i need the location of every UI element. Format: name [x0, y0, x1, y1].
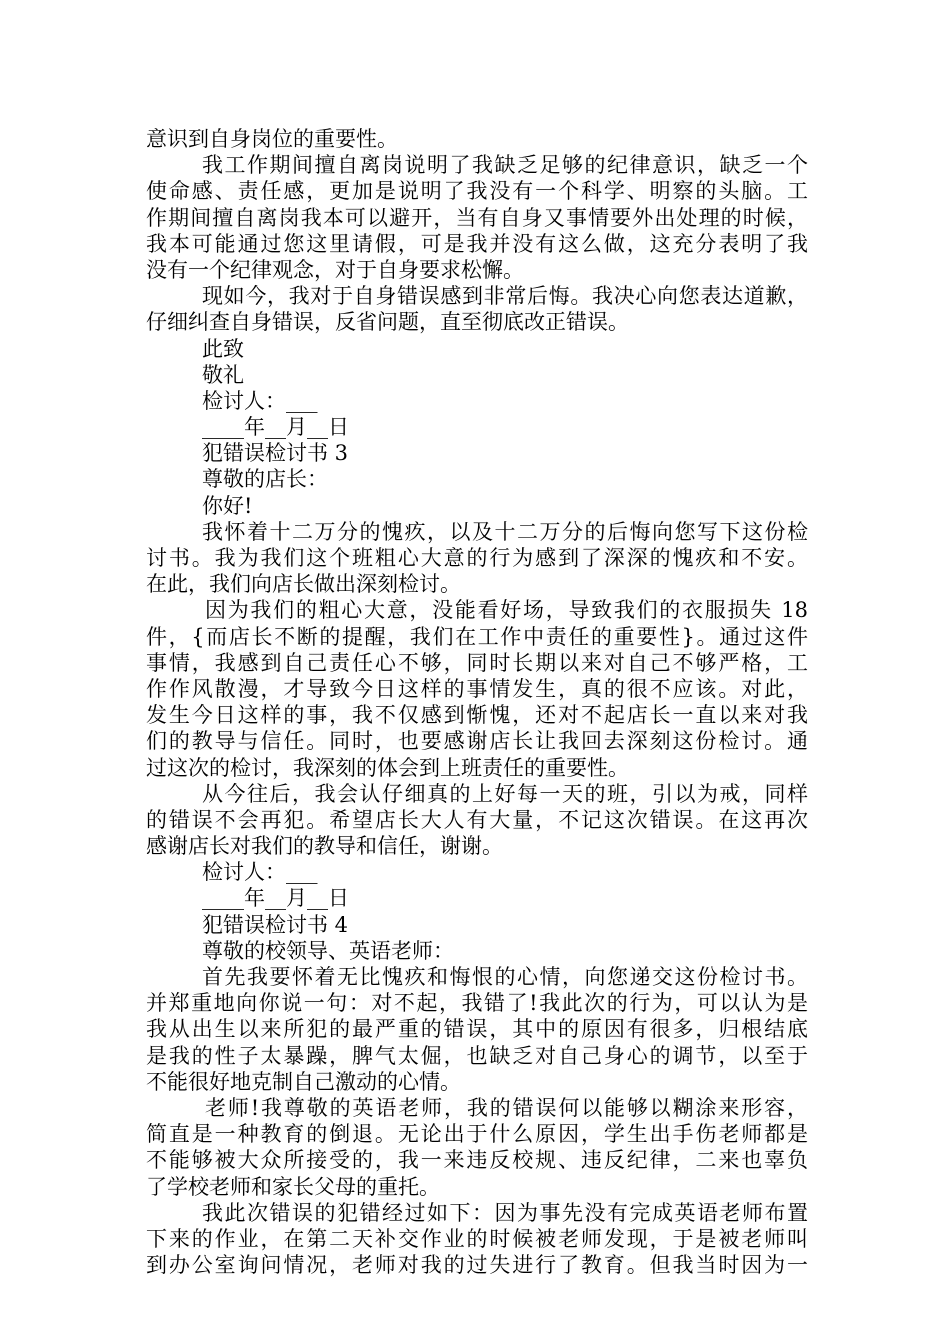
text-line: 此致	[202, 336, 244, 361]
text-line: 犯错误检讨书 3	[202, 441, 349, 466]
text-line: 我本可能通过您这里请假，可是我并没有这么做，这充分表明了我	[146, 231, 808, 256]
text-line: 件，{而店长不断的提醒，我们在工作中责任的重要性}。通过这件	[146, 624, 808, 649]
text-line: 的错误不会再犯。希望店长大人有大量，不记这次错误。在这再次	[146, 807, 808, 832]
text-line: 首先我要怀着无比愧疚和悔恨的心情，向您递交这份检讨书。	[202, 965, 808, 989]
text-line: 我工作期间擅自离岗说明了我缺乏足够的纪律意识，缺乏一个	[202, 153, 808, 178]
text-line: 犯错误检讨书 4	[202, 912, 349, 937]
text-line: 从今往后，我会认仔细真的上好每一天的班，引以为戒，同样	[202, 781, 808, 806]
text-line: 感谢店长对我们的教导和信任，谢谢。	[146, 834, 503, 859]
text-line: 敬礼	[202, 362, 244, 387]
text-line: 简直是一种教育的倒退。无论出于什么原因，学生出手伤老师都是	[146, 1122, 808, 1147]
text-line: 没有一个纪律观念，对于自身要求松懈。	[146, 257, 524, 282]
text-line: 因为我们的粗心大意，没能看好场，导致我们的衣服损失 18	[205, 598, 808, 623]
text-line: 现如今，我对于自身错误感到非常后悔。我决心向您表达道歉，	[202, 284, 808, 309]
text-line: 发生今日这样的事，我不仅感到惭愧，还对不起店长一直以来对我	[146, 703, 808, 728]
text-line: 我此次错误的犯错经过如下：因为事先没有完成英语老师布置	[202, 1200, 808, 1225]
text-line: 到办公室询问情况，老师对我的过失进行了教育。但我当时因为一	[146, 1253, 808, 1278]
text-line: 尊敬的校领导、英语老师：	[202, 938, 454, 963]
text-line: 事情，我感到自己责任心不够，同时长期以来对自己不够严格，工	[146, 650, 808, 675]
text-line: ____年__月__日	[202, 415, 349, 440]
text-line: 并郑重地向你说一句：对不起，我错了!我此次的行为，可以认为是	[146, 991, 808, 1016]
text-line: 意识到自身岗位的重要性。	[146, 127, 398, 151]
text-line: 尊敬的店长：	[202, 467, 328, 492]
text-line: 不能很好地克制自己激动的心情。	[146, 1069, 461, 1094]
text-line: 你好!	[202, 493, 253, 518]
text-line: 过这次的检讨，我深刻的体会到上班责任的重要性。	[146, 755, 629, 780]
text-line: 仔细纠查自身错误，反省问题，直至彻底改正错误。	[146, 310, 629, 335]
text-line: 不能够被大众所接受的，我一来违反校规、违反纪律，二来也辜负	[146, 1148, 808, 1173]
text-line: 作期间擅自离岗我本可以避开，当有自身又事情要外出处理的时候，	[146, 205, 808, 230]
text-line: 们的教导与信任。同时，也要感谢店长让我回去深刻这份检讨。通	[146, 729, 808, 754]
text-line: 下来的作业，在第二天补交作业的时候被老师发现，于是被老师叫	[146, 1226, 808, 1251]
text-line: 讨书。我为我们这个班粗心大意的行为感到了深深的愧疚和不安。	[146, 546, 808, 570]
text-line: 检讨人：___	[202, 388, 318, 413]
text-line: 作作风散漫，才导致今日这样的事情发生，真的很不应该。对此，	[146, 676, 808, 701]
text-line: 使命感、责任感，更加是说明了我没有一个科学、明察的头脑。工	[146, 179, 808, 204]
text-line: 我从出生以来所犯的最严重的错误，其中的原因有很多，归根结底	[146, 1017, 808, 1042]
text-line: 检讨人：___	[202, 860, 318, 885]
text-line: 老师!我尊敬的英语老师，我的错误何以能够以糊涂来形容，	[205, 1095, 808, 1120]
text-line: ____年__月__日	[202, 886, 349, 911]
text-line: 是我的性子太暴躁，脾气太倔，也缺乏对自己身心的调节，以至于	[146, 1043, 808, 1068]
document-body	[146, 126, 808, 1278]
text-line: 我怀着十二万分的愧疚，以及十二万分的后悔向您写下这份检	[202, 519, 808, 544]
text-line: 在此，我们向店长做出深刻检讨。	[146, 572, 461, 597]
text-line: 了学校老师和家长父母的重托。	[146, 1174, 440, 1199]
